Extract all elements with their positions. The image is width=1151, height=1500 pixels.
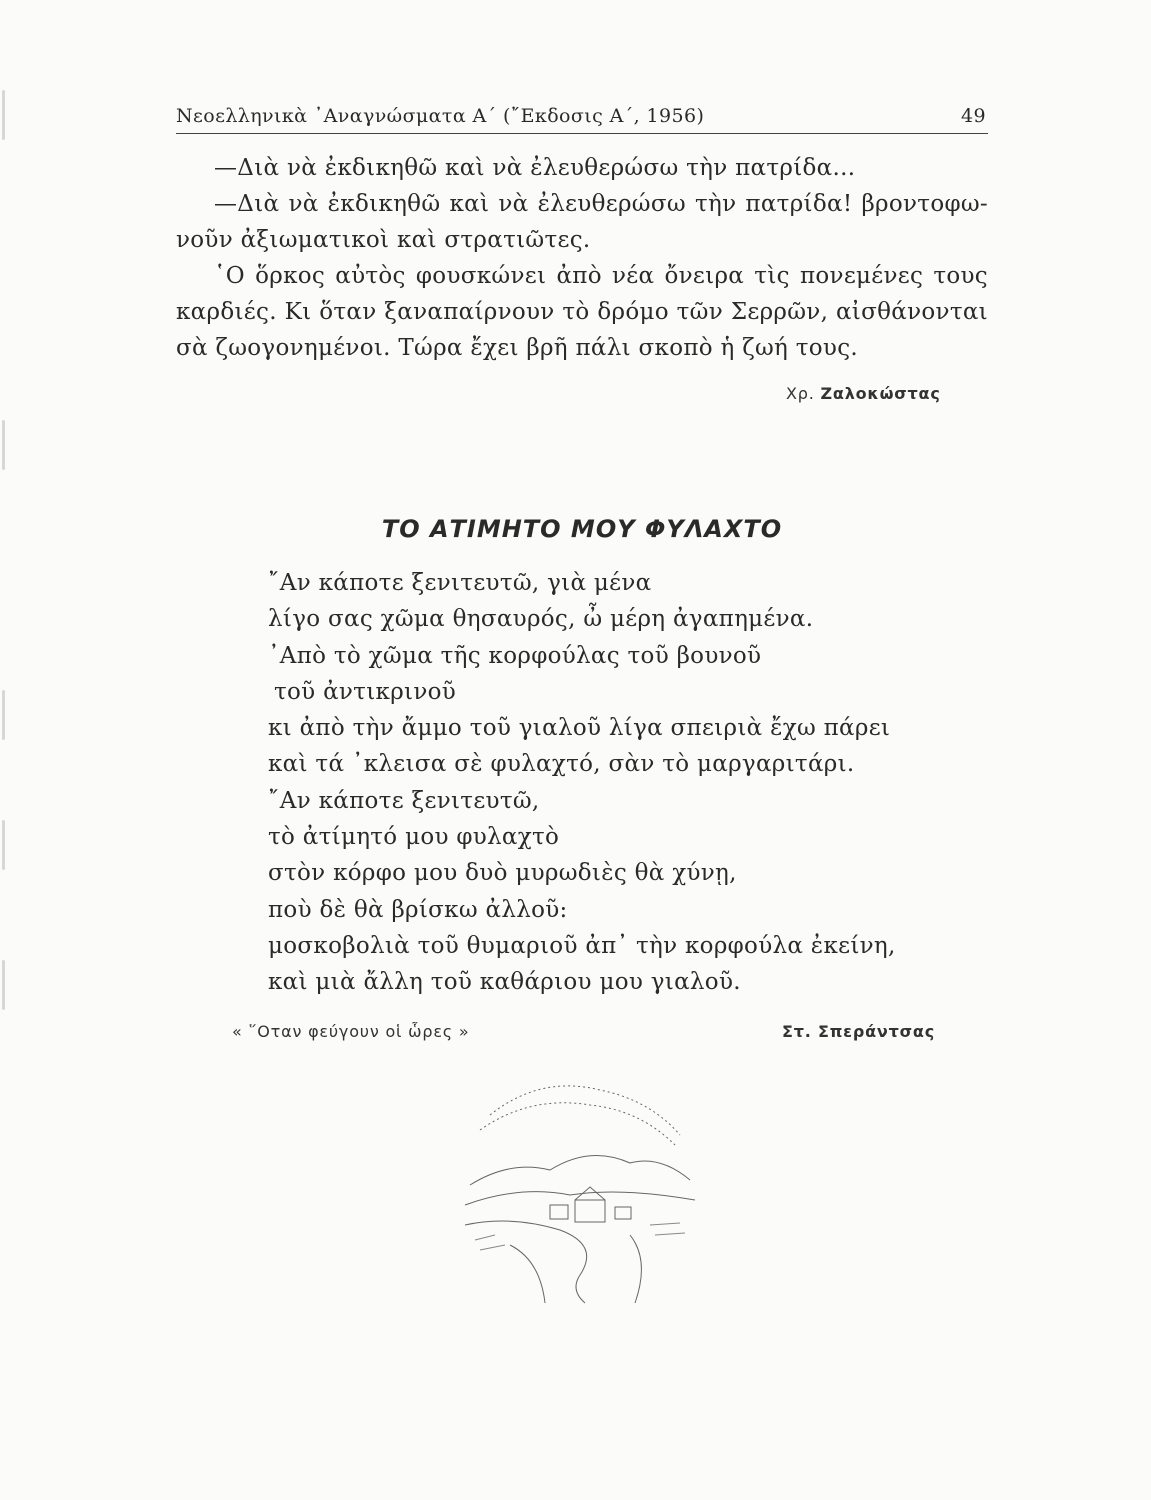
author-surname: Ζαλοκώστας bbox=[820, 384, 941, 403]
poem-line: ῎Αν κάποτε ξενιτευτῶ, bbox=[268, 787, 540, 814]
poem-line: τοῦ ἀντικρινοῦ bbox=[274, 678, 457, 705]
running-title: Νεοελληνικὰ ᾿Αναγνώσματα Α΄ (῎Εκδοσις Α΄, 1956) bbox=[176, 105, 705, 127]
author-initial: Χρ. bbox=[786, 384, 815, 403]
poem-line: ποὺ δὲ θὰ βρίσκω ἀλλοῦ: bbox=[268, 896, 568, 923]
prose-author bbox=[786, 384, 941, 403]
prose-line: νοῦν ἀξιωματικοὶ καὶ στρατιῶτες. bbox=[176, 227, 591, 253]
prose-line: σὰ ζωογονημένοι. Τώρα ἔχει βρῆ πάλι σκοπὸ ἡ ζωή τους. bbox=[176, 335, 858, 361]
prose-block bbox=[176, 150, 988, 366]
running-header bbox=[176, 103, 988, 134]
page-number: 49 bbox=[961, 105, 986, 127]
poem-source: « ῞Οταν φεύγουν οἱ ὧρες » bbox=[232, 1022, 470, 1041]
prose-line: —Διὰ νὰ ἐκδικηθῶ καὶ νὰ ἐλευθερώσω τὴν πατρίδα! βροντοφω- bbox=[214, 191, 988, 217]
poem-line: στὸν κόρφο μου δυὸ μυρωδιὲς θὰ χύνῃ, bbox=[268, 860, 737, 887]
poem-title: ΤΟ ΑΤΙΜΗΤΟ ΜΟΥ ΦΥΛΑΧΤΟ bbox=[381, 515, 783, 543]
prose-line: —Διὰ νὰ ἐκδικηθῶ καὶ νὰ ἐλευθερώσω τὴν πατρίδα... bbox=[214, 155, 856, 181]
poem-line: ᾿Απὸ τὸ χῶμα τῆς κορφούλας τοῦ βουνοῦ bbox=[268, 642, 762, 669]
village-landscape-sketch-icon bbox=[450, 1075, 710, 1305]
page-edge-marks bbox=[0, 0, 7, 1500]
poem-line: τὸ ἀτίμητό μου φυλαχτὸ bbox=[268, 824, 560, 851]
prose-line: καρδιές. Κι ὅταν ξαναπαίρνουν τὸ δρόμο τῶν Σερρῶν, αἰσθάνονται bbox=[176, 299, 988, 325]
poem-line: λίγο σας χῶμα θησαυρός, ὦ μέρη ἀγαπημένα. bbox=[268, 606, 814, 633]
poem-line: καὶ μιὰ ἄλλη τοῦ καθάριου μου γιαλοῦ. bbox=[268, 969, 741, 996]
poem-line: κι ἀπὸ τὴν ἄμμο τοῦ γιαλοῦ λίγα σπειριὰ ἔχω πάρει bbox=[268, 715, 891, 742]
poem-line: μοσκοβολιὰ τοῦ θυμαριοῦ ἀπ᾿ τὴν κορφούλα ἐκείνη, bbox=[268, 932, 896, 959]
poem-line: ῎Αν κάποτε ξενιτευτῶ, γιὰ μένα bbox=[268, 570, 652, 596]
poem-author: Στ. Σπεράντσας bbox=[782, 1022, 935, 1041]
poem-line: καὶ τά ᾿κλεισα σὲ φυλαχτό, σὰν τὸ μαργαριτάρι. bbox=[268, 751, 855, 778]
poem-body bbox=[268, 565, 896, 1001]
prose-line: ῾Ο ὅρκος αὐτὸς φουσκώνει ἀπὸ νέα ὄνειρα τὶς πονεμένες τους bbox=[214, 263, 988, 289]
